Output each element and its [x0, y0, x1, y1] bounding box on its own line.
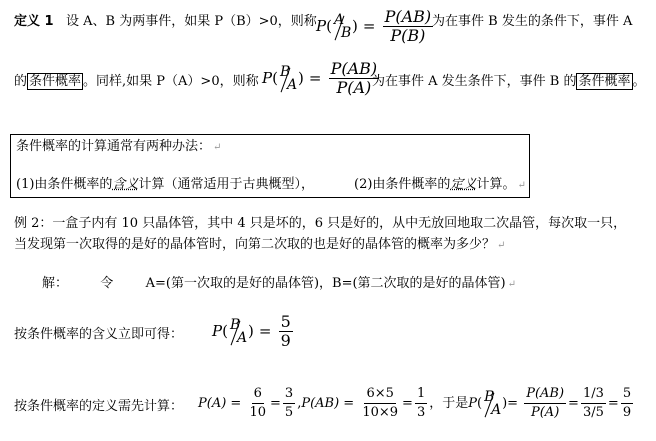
frac-num: 6×5 [364, 385, 395, 404]
paren-open: ( [272, 69, 278, 87]
then-text: ，于是 [429, 396, 469, 411]
slash-den: B [340, 24, 352, 41]
prob-symbol: P [212, 322, 223, 340]
definition-formula-1 [316, 8, 435, 45]
paragraph-mark: ↵ [507, 279, 516, 290]
solution-events: A=(第一次取的是好的晶体管)，B=(第二次取的是好的晶体管) [145, 276, 506, 291]
paren-close: ) [297, 69, 304, 87]
note-line-1 [16, 139, 221, 156]
frac-den: 9 [622, 405, 632, 420]
slash-den: A [236, 329, 248, 346]
frac-den: P(A) [336, 78, 372, 97]
solution-label: 解： [42, 276, 69, 291]
frac-den: P(B) [390, 26, 426, 45]
definition-text: 。同样,如果 P（A）>0，则称 [83, 74, 259, 89]
equals-sign: = [607, 396, 619, 411]
definition-text: 的 [14, 74, 28, 89]
frac-den: 9 [280, 331, 291, 350]
equals-sign: = [270, 396, 281, 411]
equals-sign: = [568, 396, 579, 411]
fraction [524, 385, 566, 422]
prob-a: P(A) = [198, 396, 242, 411]
c1-den: 3 [595, 386, 604, 401]
fraction [283, 385, 295, 422]
example-line-1: 例 2：一盒子内有 10 只晶体管，其中 4 只是坏的，6 只是好的，从中无放回地取二次晶管，每次取一只， [14, 216, 627, 231]
paren-close: ) [247, 322, 254, 340]
definition-line-2 [14, 74, 259, 90]
prob-symbol: P [316, 17, 327, 35]
definition-text: 为在事件 A 发生条件下，事件 B 的 [372, 74, 577, 89]
note-text: 条件概率的计算通常有两种办法： [16, 139, 212, 154]
paragraph-mark: ↵ [517, 180, 526, 191]
equals-sign: = [258, 322, 272, 340]
note-text: 计算（通常适用于古典概型）， [138, 177, 314, 192]
frac-den: 5 [284, 405, 294, 420]
method-2-text: 按条件概率的定义需先计算： [14, 399, 184, 414]
solution-let: 令 [100, 276, 114, 291]
frac-num: 5 [280, 312, 291, 331]
definition-text-pre: 设 A、B 为两事件，如果 P（B）>0，则称 [65, 14, 317, 29]
fraction [415, 385, 427, 422]
note-text: 计算。 [476, 177, 516, 192]
term-definition: 定义 [450, 177, 477, 192]
slash-fraction [332, 12, 352, 42]
slash-den: A [286, 76, 298, 93]
frac-num: P(AB) [330, 59, 378, 78]
equals-sign: = [402, 396, 413, 411]
frac-den: 10×9 [362, 405, 399, 420]
c1-num: 1 [582, 386, 592, 401]
fraction [247, 385, 268, 422]
example-line-2 [14, 237, 505, 254]
frac-num: P(AB) [384, 7, 432, 26]
slash-num: A [333, 11, 345, 28]
note-text: (1)由条件概率的 [16, 177, 113, 192]
definition-text: 。 [632, 74, 646, 89]
comma: , [297, 396, 302, 411]
equals-sign: = [362, 17, 376, 35]
paragraph-mark: ↵ [213, 142, 222, 153]
c2-num: 3 [582, 405, 592, 420]
frac-num: 1/3 [581, 385, 606, 404]
frac-den: 10 [249, 405, 266, 420]
term-meaning: 含义 [112, 177, 139, 192]
frac-num: P(AB) [524, 385, 566, 404]
frac-num: 1 [415, 385, 427, 404]
definition-line-1 [14, 14, 317, 30]
paren-open: ( [477, 396, 483, 411]
frac-den: 3/5 [582, 405, 604, 420]
method-1-text: 按条件概率的含义立即可得： [14, 327, 184, 342]
slash-num: B [229, 316, 241, 333]
paragraph-mark: ↵ [497, 240, 506, 251]
slash-num: B [279, 63, 291, 80]
term-conditional-probability: 条件概率 [29, 74, 82, 89]
term-conditional-probability: 条件概率 [578, 74, 631, 89]
note-method-1 [16, 177, 314, 193]
definition-text-post: 为在事件 B 发生的条件下，事件 A [432, 14, 633, 29]
definition-label: 定义 1 [14, 14, 54, 29]
compound-fraction [581, 385, 606, 422]
example-text: 当发现第一次取得的是好的晶体管时，向第二次取的也是好的晶体管的概率为多少？ [14, 237, 496, 252]
c2-den: 5 [595, 405, 604, 420]
frac-num: 6 [252, 385, 264, 404]
fraction [360, 385, 400, 422]
definition-formula-2 [262, 60, 381, 97]
equals-sign: = [308, 69, 322, 87]
prob-ab: P(AB) = [301, 396, 355, 411]
frac-num: 3 [283, 385, 295, 404]
frac-num: 5 [621, 385, 633, 404]
slash-fraction [228, 317, 248, 347]
solution-line [42, 276, 516, 293]
prob-symbol: P [468, 396, 477, 411]
paren-close: ) [502, 396, 508, 411]
definition-line-2-post [372, 74, 646, 90]
paren-open: ( [326, 17, 332, 35]
fraction [279, 313, 293, 350]
note-method-2 [354, 177, 526, 194]
slash-fraction [482, 389, 502, 419]
frac-den: P(A) [530, 405, 560, 420]
slash-den: A [491, 401, 502, 418]
note-text: (2)由条件概率的 [354, 177, 451, 192]
paren-open: ( [222, 322, 228, 340]
fraction [621, 385, 633, 422]
fraction [383, 8, 434, 45]
prob-symbol: P [262, 69, 273, 87]
method-1-formula [212, 313, 295, 350]
paren-close: ) [351, 17, 358, 35]
equals-sign: = [507, 396, 519, 411]
frac-den: 3 [416, 405, 426, 420]
slash-fraction [278, 64, 298, 94]
slash-num: B [484, 388, 495, 405]
method-2-formula [198, 385, 635, 422]
